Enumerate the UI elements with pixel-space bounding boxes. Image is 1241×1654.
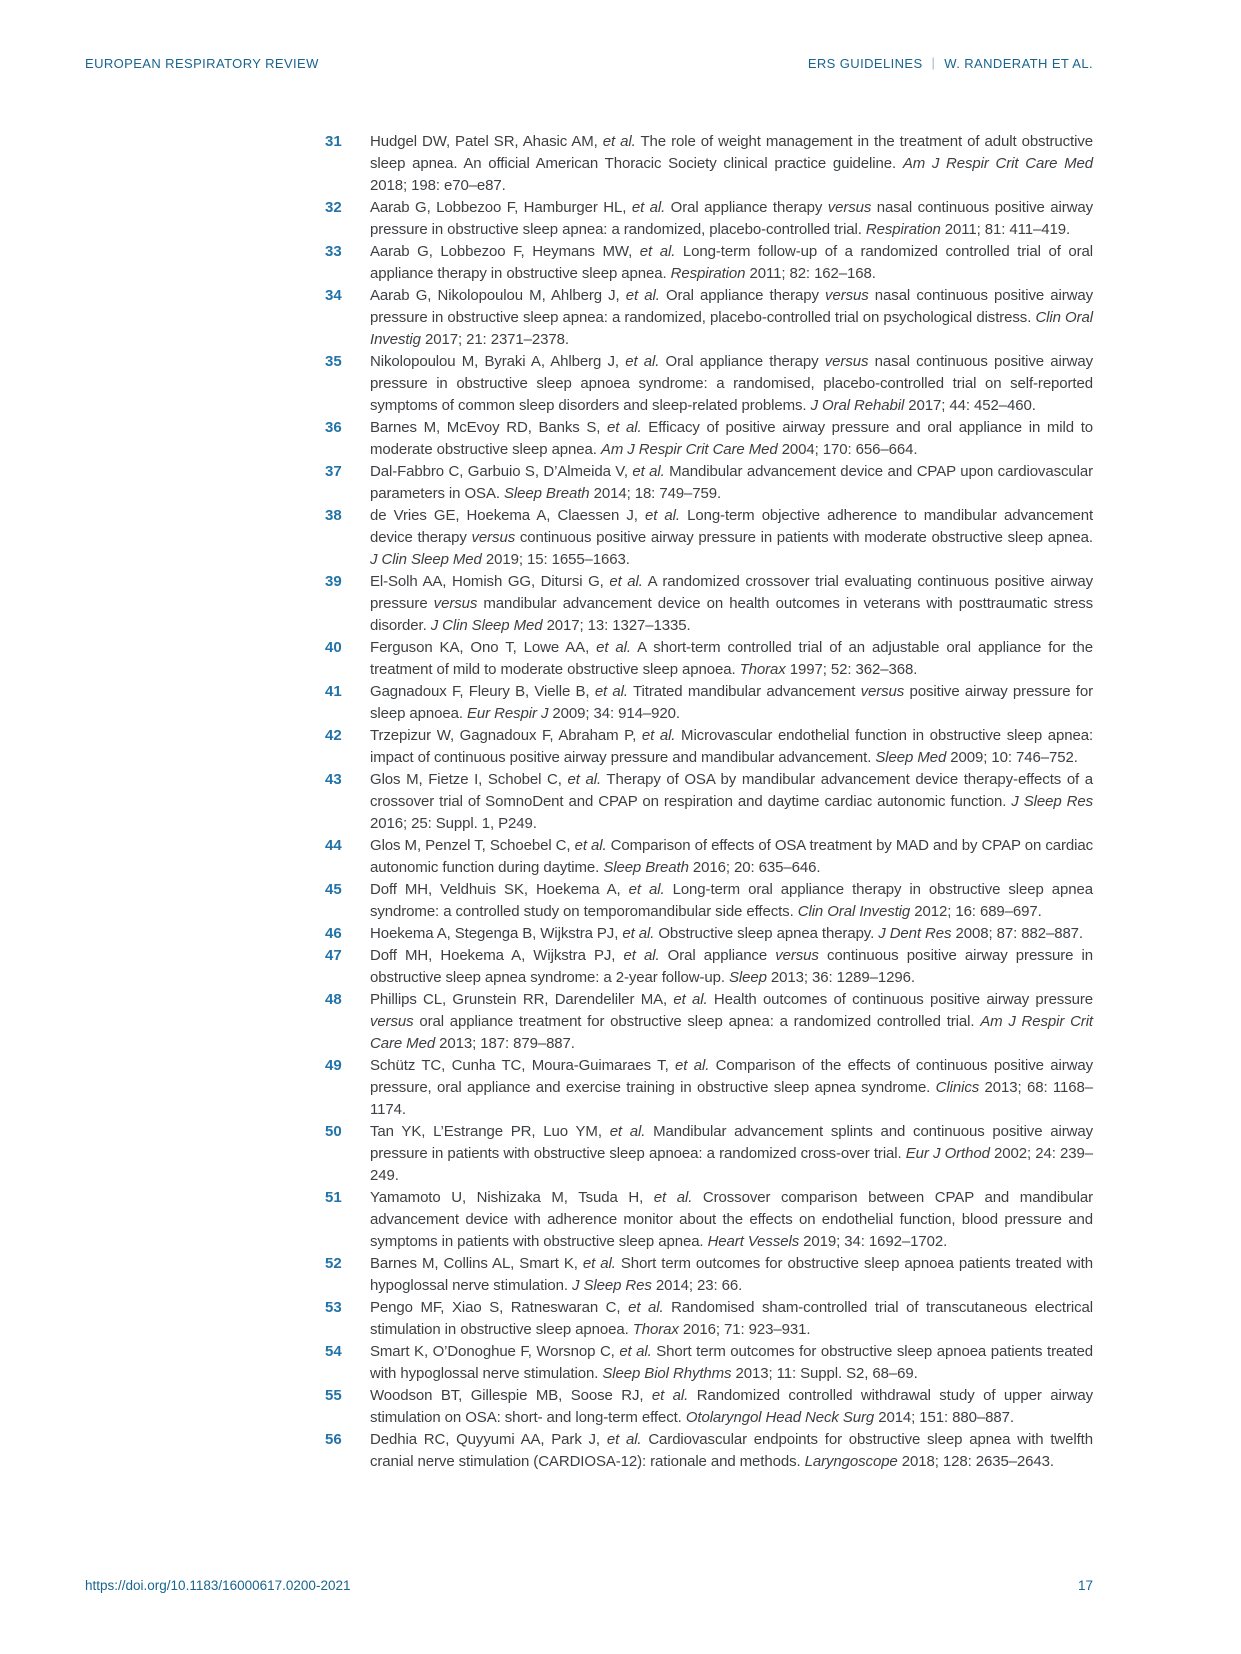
reference-text: Hudgel DW, Patel SR, Ahasic AM, et al. The role of weight management in the treatment of adult obstructive sleep apnea. An official American Thoracic Society clinical practice guideline. Am J Respir Crit Care Med 2018; 198: e70–e87. xyxy=(370,133,1094,194)
reference-text: Gagnadoux F, Fleury B, Vielle B, et al. Titrated mandibular advancement versus positive airway pressure for sleep apnoea. Eur Respir J 2009; 34: 914–920. xyxy=(370,683,1094,722)
reference-text: Dedhia RC, Quyyumi AA, Park J, et al. Cardiovascular endpoints for obstructive sleep apnea with twelfth cranial nerve stimulation (CARDIOSA-12): rationale and methods. Laryngoscope 2018; 128: 2635–2643. xyxy=(370,1431,1093,1470)
reference-text: Aarab G, Lobbezoo F, Heymans MW, et al. Long-term follow-up of a randomized controlled trial of oral appliance therapy in obstructive sleep apnea. Respiration 2011; 82: 162–168. xyxy=(370,243,1094,282)
reference-number: 37 xyxy=(325,463,342,480)
reference-number: 40 xyxy=(325,639,342,656)
reference-item xyxy=(325,505,1093,571)
reference-text: Phillips CL, Grunstein RR, Darendeliler MA, et al. Health outcomes of continuous positive airway pressure versus oral appliance treatment for obstructive sleep apnea: a randomized controlled trial. Am J Respir Crit Care Med 2013; 187: 879–887. xyxy=(370,991,1094,1052)
reference-number: 43 xyxy=(325,771,342,788)
reference-item xyxy=(325,197,1093,241)
reference-text: Aarab G, Nikolopoulou M, Ahlberg J, et al. Oral appliance therapy versus nasal continuous positive airway pressure in obstructive sleep apnea: a randomized, placebo-controlled trial on psychological distress. Clin Oral Investig 2017; 21: 2371–2378. xyxy=(370,287,1094,348)
reference-number: 53 xyxy=(325,1299,342,1316)
reference-text: El-Solh AA, Homish GG, Ditursi G, et al. A randomized crossover trial evaluating continuous positive airway pressure versus mandibular advancement device on health outcomes in veterans with posttraumatic stress disorder. J Clin Sleep Med 2017; 13: 1327–1335. xyxy=(370,573,1094,634)
reference-item xyxy=(325,681,1093,725)
reference-text: Glos M, Fietze I, Schobel C, et al. Therapy of OSA by mandibular advancement device therapy-effects of a crossover trial of SomnoDent and CPAP on respiration and daytime cardiac autonomic function. J Sleep Res 2016; 25: Suppl. 1, P249. xyxy=(370,771,1094,832)
reference-text: Smart K, O’Donoghue F, Worsnop C, et al. Short term outcomes for obstructive sleep apnoea patients treated with hypoglossal nerve stimulation. Sleep Biol Rhythms 2013; 11: Suppl. S2, 68–69. xyxy=(370,1343,1094,1382)
running-head xyxy=(808,56,1093,71)
reference-item xyxy=(325,285,1093,351)
reference-item xyxy=(325,1297,1093,1341)
reference-text: Trzepizur W, Gagnadoux F, Abraham P, et al. Microvascular endothelial function in obstructive sleep apnea: impact of continuous positive airway pressure and mandibular advancement. Sleep Med 2009; 10: 746–752. xyxy=(370,727,1094,766)
page-header xyxy=(85,56,1093,71)
reference-item xyxy=(325,945,1093,989)
reference-item xyxy=(325,725,1093,769)
reference-text: Yamamoto U, Nishizaka M, Tsuda H, et al. Crossover comparison between CPAP and mandibular advancement device with adherence monitor about the effects on endothelial function, blood pressure and symptoms in patients with obstructive sleep apnea. Heart Vessels 2019; 34: 1692–1702. xyxy=(370,1189,1094,1250)
reference-item xyxy=(325,1055,1093,1121)
reference-item xyxy=(325,637,1093,681)
reference-number: 49 xyxy=(325,1057,342,1074)
reference-item xyxy=(325,571,1093,637)
reference-text: Dal-Fabbro C, Garbuio S, D’Almeida V, et al. Mandibular advancement device and CPAP upon cardiovascular parameters in OSA. Sleep Breath 2014; 18: 749–759. xyxy=(370,463,1093,502)
reference-item xyxy=(325,1121,1093,1187)
reference-number: 51 xyxy=(325,1189,342,1206)
reference-item xyxy=(325,351,1093,417)
reference-text: Pengo MF, Xiao S, Ratneswaran C, et al. Randomised sham-controlled trial of transcutaneous electrical stimulation in obstructive sleep apnoea. Thorax 2016; 71: 923–931. xyxy=(370,1299,1093,1338)
reference-number: 33 xyxy=(325,243,342,260)
reference-item xyxy=(325,1253,1093,1297)
reference-number: 52 xyxy=(325,1255,342,1272)
reference-text: de Vries GE, Hoekema A, Claessen J, et al. Long-term objective adherence to mandibular advancement device therapy versus continuous positive airway pressure in patients with moderate obstructive sleep apnea. J Clin Sleep Med 2019; 15: 1655–1663. xyxy=(370,507,1094,568)
reference-number: 36 xyxy=(325,419,342,436)
running-head-section: ERS GUIDELINES xyxy=(807,56,923,71)
reference-text: Aarab G, Lobbezoo F, Hamburger HL, et al. Oral appliance therapy versus nasal continuous positive airway pressure in obstructive sleep apnea: a randomized, placebo-controlled trial. Respiration 2011; 81: 411–419. xyxy=(370,199,1093,238)
reference-text: Nikolopoulou M, Byraki A, Ahlberg J, et al. Oral appliance therapy versus nasal continuous positive airway pressure in obstructive sleep apnoea syndrome: a randomised, placebo-controlled trial on self-reported symptoms of common sleep disorders and sleep-related problems. J Oral Rehabil 2017; 44: 452–460. xyxy=(370,353,1093,414)
reference-item xyxy=(325,1385,1093,1429)
reference-item xyxy=(325,417,1093,461)
reference-item xyxy=(325,879,1093,923)
reference-text: Schütz TC, Cunha TC, Moura-Guimaraes T, et al. Comparison of the effects of continuous positive airway pressure, oral appliance and exercise training in obstructive sleep apnea syndrome. Clinics 2013; 68: 1168–1174. xyxy=(370,1057,1094,1118)
reference-item xyxy=(325,461,1093,505)
reference-number: 35 xyxy=(325,353,342,370)
reference-item xyxy=(325,241,1093,285)
reference-item xyxy=(325,835,1093,879)
reference-number: 46 xyxy=(325,925,342,942)
reference-text: Doff MH, Hoekema A, Wijkstra PJ, et al. Oral appliance versus continuous positive airway pressure in obstructive sleep apnea syndrome: a 2-year follow-up. Sleep 2013; 36: 1289–1296. xyxy=(370,947,1093,986)
header-separator: | xyxy=(931,55,936,70)
reference-number: 54 xyxy=(325,1343,342,1360)
reference-item xyxy=(325,923,1093,945)
reference-number: 41 xyxy=(325,683,342,700)
reference-number: 45 xyxy=(325,881,342,898)
reference-item xyxy=(325,1429,1093,1473)
reference-item xyxy=(325,769,1093,835)
page-footer xyxy=(85,1578,1093,1593)
page-number: 17 xyxy=(1077,1578,1093,1593)
reference-number: 47 xyxy=(325,947,342,964)
reference-number: 55 xyxy=(325,1387,342,1404)
reference-number: 44 xyxy=(325,837,342,854)
reference-item xyxy=(325,989,1093,1055)
reference-item xyxy=(325,1187,1093,1253)
reference-text: Barnes M, Collins AL, Smart K, et al. Short term outcomes for obstructive sleep apnoea patients treated with hypoglossal nerve stimulation. J Sleep Res 2014; 23: 66. xyxy=(370,1255,1093,1294)
journal-name: EUROPEAN RESPIRATORY REVIEW xyxy=(85,56,319,71)
reference-list xyxy=(325,131,1093,1473)
reference-item xyxy=(325,1341,1093,1385)
reference-text: Woodson BT, Gillespie MB, Soose RJ, et al. Randomized controlled withdrawal study of upper airway stimulation on OSA: short- and long-term effect. Otolaryngol Head Neck Surg 2014; 151: 880–887. xyxy=(370,1387,1093,1426)
reference-number: 39 xyxy=(325,573,342,590)
running-head-authors: W. RANDERATH ET AL. xyxy=(944,56,1093,71)
reference-number: 34 xyxy=(325,287,342,304)
reference-number: 31 xyxy=(325,133,342,150)
reference-item xyxy=(325,131,1093,197)
reference-number: 48 xyxy=(325,991,342,1008)
reference-text: Doff MH, Veldhuis SK, Hoekema A, et al. Long-term oral appliance therapy in obstructive sleep apnea syndrome: a controlled study on temporomandibular side effects. Clin Oral Investig 2012; 16: 689–697. xyxy=(370,881,1093,920)
reference-text: Tan YK, L’Estrange PR, Luo YM, et al. Mandibular advancement splints and continuous positive airway pressure in patients with obstructive sleep apnoea: a randomized cross-over trial. Eur J Orthod 2002; 24: 239–249. xyxy=(370,1123,1093,1184)
reference-number: 42 xyxy=(325,727,342,744)
reference-number: 32 xyxy=(325,199,342,216)
reference-number: 56 xyxy=(325,1431,342,1448)
reference-text: Hoekema A, Stegenga B, Wijkstra PJ, et al. Obstructive sleep apnea therapy. J Dent Res 2008; 87: 882–887. xyxy=(370,925,1083,942)
reference-text: Glos M, Penzel T, Schoebel C, et al. Comparison of effects of OSA treatment by MAD and by CPAP on cardiac autonomic function during daytime. Sleep Breath 2016; 20: 635–646. xyxy=(370,837,1093,876)
reference-text: Ferguson KA, Ono T, Lowe AA, et al. A short-term controlled trial of an adjustable oral appliance for the treatment of mild to moderate obstructive sleep apnoea. Thorax 1997; 52: 362–368. xyxy=(370,639,1093,678)
doi-link[interactable]: https://doi.org/10.1183/16000617.0200-2021 xyxy=(85,1578,351,1593)
reference-number: 38 xyxy=(325,507,342,524)
reference-number: 50 xyxy=(325,1123,342,1140)
reference-text: Barnes M, McEvoy RD, Banks S, et al. Efficacy of positive airway pressure and oral appliance in mild to moderate obstructive sleep apnea. Am J Respir Crit Care Med 2004; 170: 656–664. xyxy=(370,419,1094,458)
